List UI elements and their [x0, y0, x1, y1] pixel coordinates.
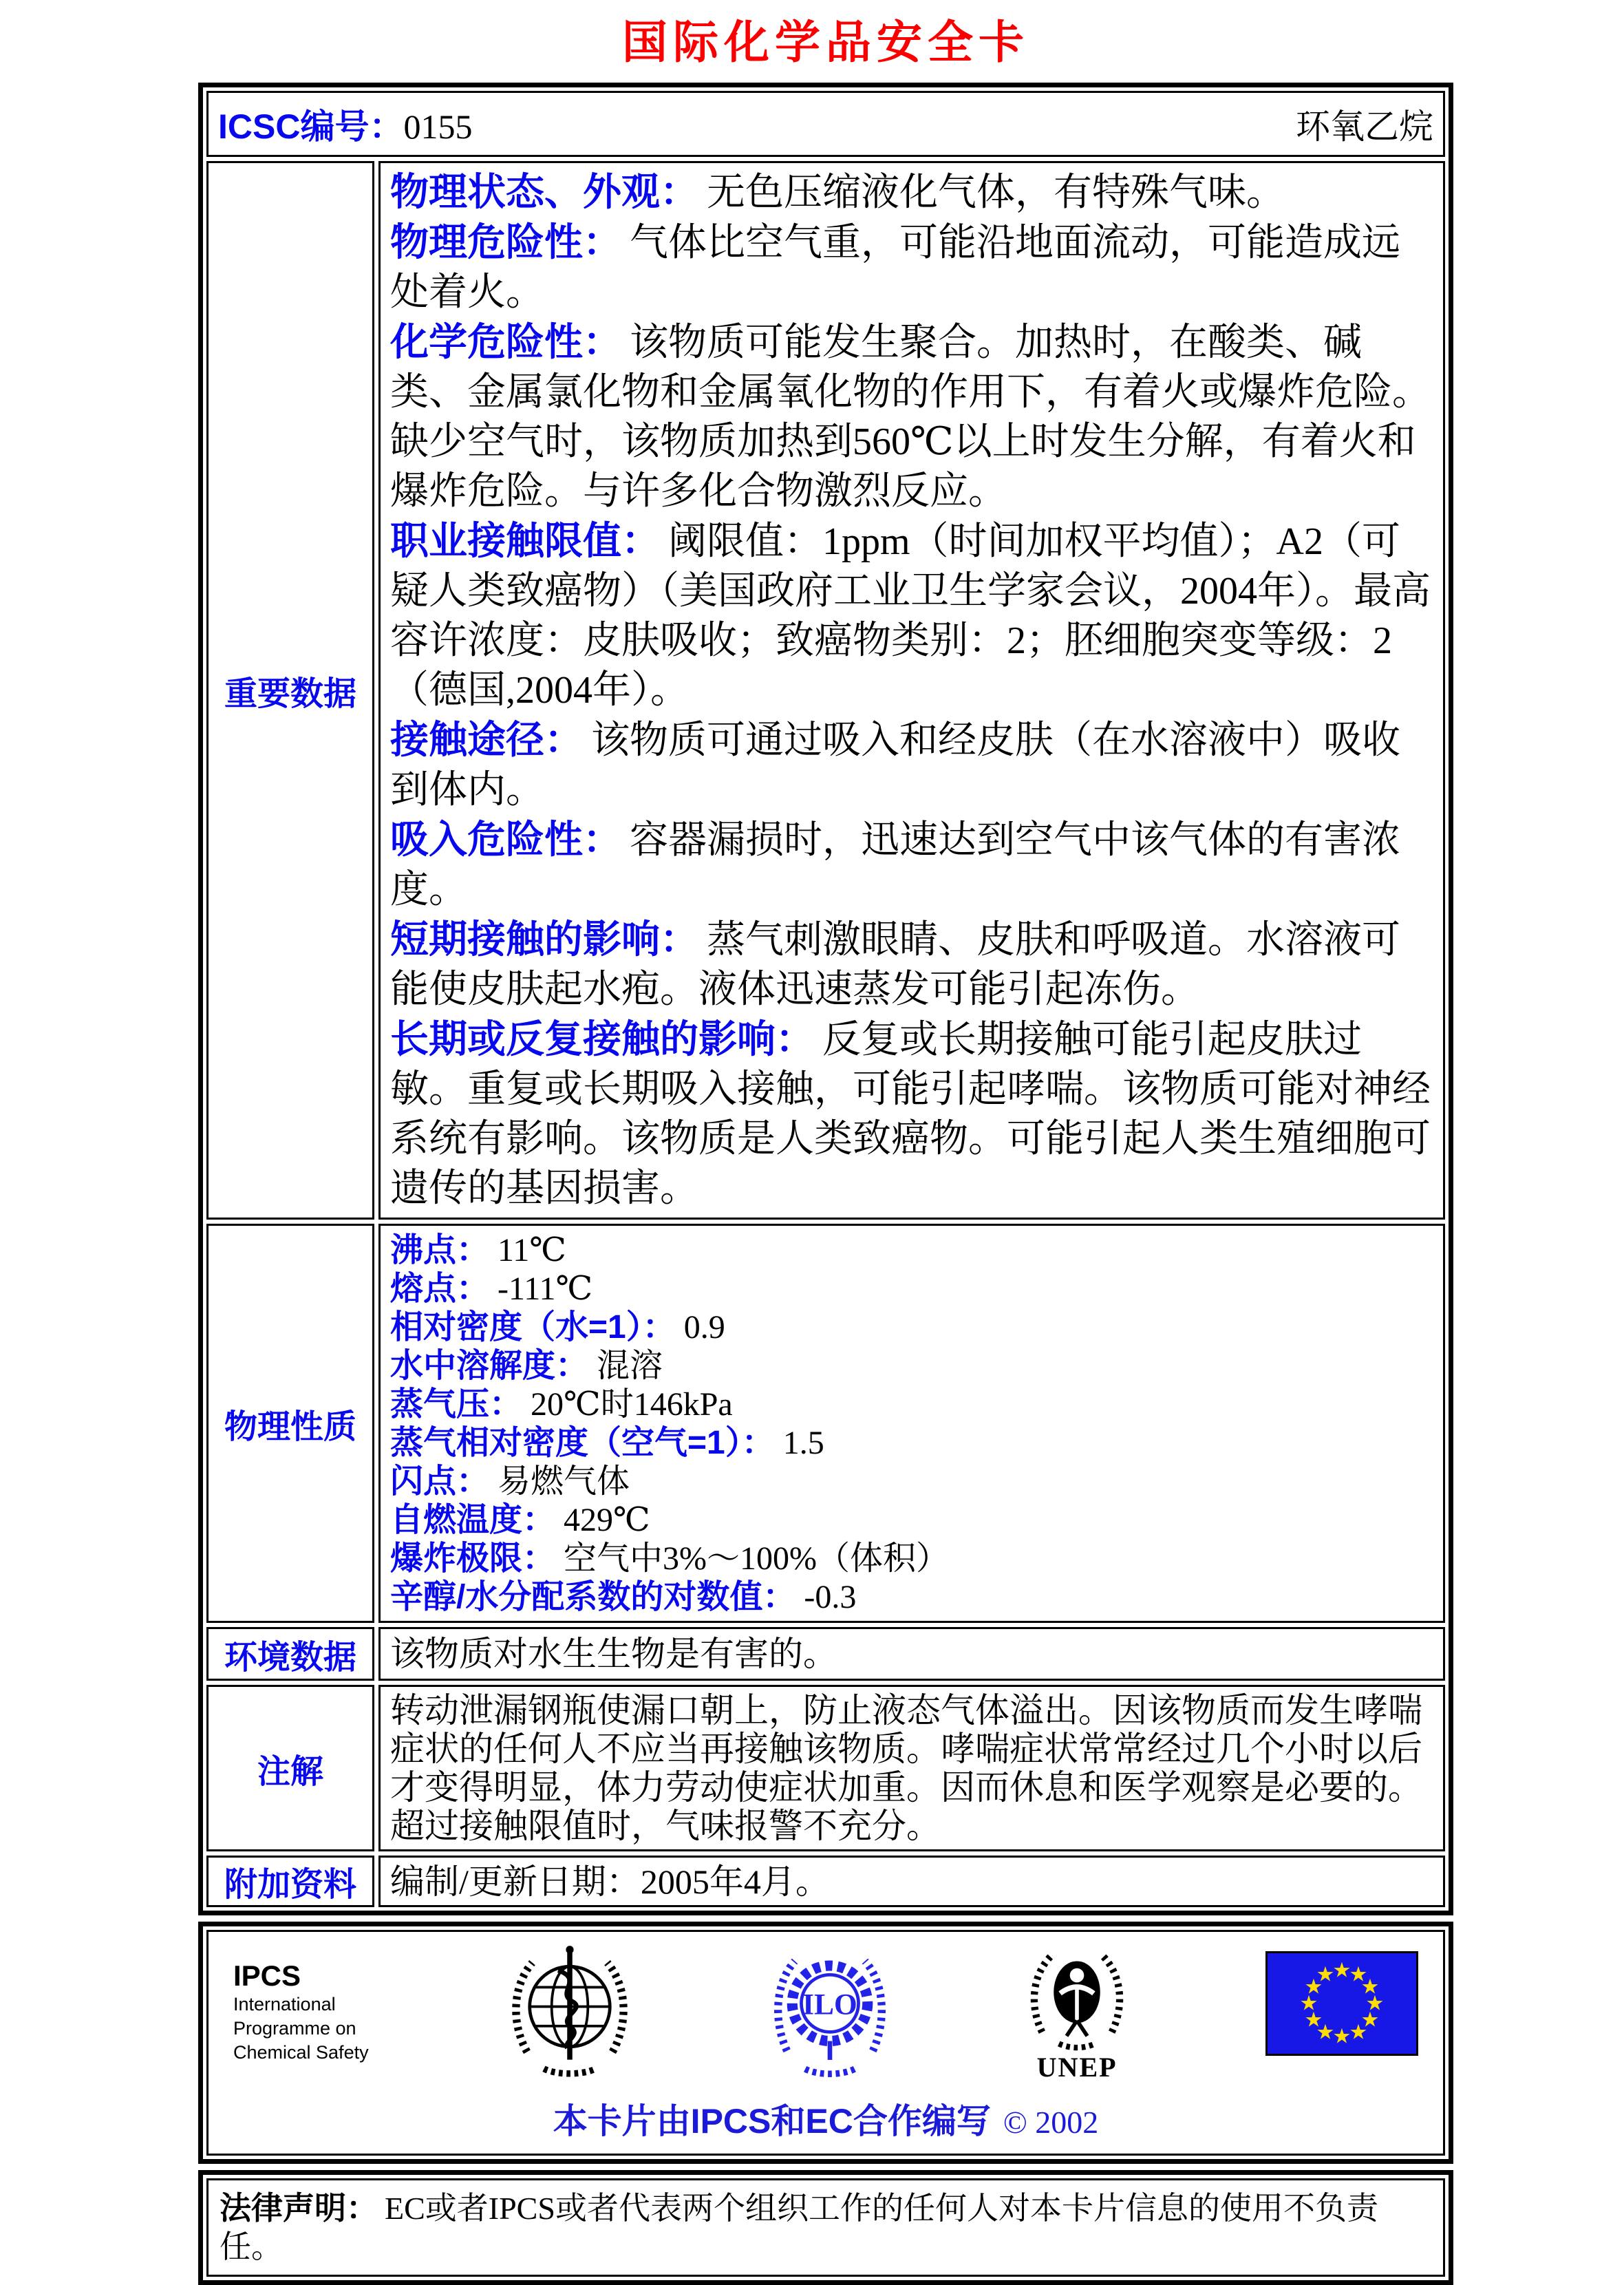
item-label: 职业接触限值：	[390, 519, 660, 562]
item-label: 辛醇/水分配系数的对数值：	[390, 1579, 796, 1615]
physical-item	[390, 1501, 1433, 1540]
ilo-logo-icon	[771, 1942, 888, 2083]
item-text: 无色压缩液化气体，有特殊气味。	[707, 171, 1285, 214]
item-text: 反复或长期接触可能引起皮肤过敏。重复或长期吸入接触，可能引起哮喘。该物质可能对神经系统有影响。该物质是人类致癌物。可能引起人类生殖细胞可遗传的基因损害。	[390, 1019, 1431, 1210]
item-label: 爆炸极限：	[390, 1540, 556, 1577]
item-text: 11℃	[498, 1232, 566, 1268]
item-text: -0.3	[804, 1579, 857, 1615]
logos-box	[198, 1922, 1453, 2164]
important-item	[390, 715, 1433, 815]
physical-item	[390, 1578, 1433, 1617]
important-item	[390, 317, 1433, 516]
unep-logo-icon	[1025, 1942, 1129, 2082]
item-label: 水中溶解度：	[390, 1348, 589, 1384]
item-label: 长期或反复接触的影响：	[390, 1017, 814, 1061]
item-text: 阈限值：1ppm（时间加权平均值）；A2（可疑人类致癌物）（美国政府工业卫生学家会议，2004年）。最高容许浓度：皮肤吸收；致癌物类别：2；胚细胞突变等级：2（德国,2004年）。	[390, 520, 1431, 712]
item-text: 该物质可能发生聚合。加热时，在酸类、碱类、金属氯化物和金属氧化物的作用下，有着火或爆炸危险。缺少空气时，该物质加热到560℃以上时发生分解，有着火和爆炸危险。与许多化合物激烈反应。	[390, 321, 1431, 513]
section-label-environment: 环境数据	[206, 1627, 374, 1681]
important-item	[390, 815, 1433, 915]
item-text: 该物质可通过吸入和经皮肤（在水溶液中）吸收到体内。	[390, 719, 1400, 811]
ipcs-line: International	[233, 1994, 336, 2015]
legal-text: EC或者IPCS或者代表两个组织工作的任何人对本卡片信息的使用不负责任。	[220, 2191, 1378, 2264]
legal-box	[198, 2170, 1453, 2285]
svg-text:★: ★	[1332, 2024, 1351, 2049]
caption-text: 本卡片由IPCS和EC合作编写	[553, 2102, 991, 2140]
important-item	[390, 915, 1433, 1014]
item-text: 易燃气体	[498, 1463, 630, 1500]
section-label-important-data: 重要数据	[206, 161, 374, 1220]
svg-text:★: ★	[1316, 1962, 1335, 1987]
important-item	[390, 516, 1433, 715]
item-label: 吸入危险性：	[390, 818, 621, 861]
ipcs-text-block	[233, 1959, 369, 2065]
svg-text:★: ★	[1349, 1962, 1368, 1987]
header-cell	[206, 91, 1445, 157]
item-text: 蒸气刺激眼睛、皮肤和呼吸道。水溶液可能使皮肤起水疱。液体迅速蒸发可能引起冻伤。	[390, 919, 1400, 1011]
physical-item	[390, 1385, 1433, 1424]
section-label-notes: 注解	[206, 1685, 374, 1851]
svg-text:★: ★	[1304, 1975, 1323, 1999]
item-text: 0.9	[683, 1309, 725, 1346]
important-item	[390, 1014, 1433, 1213]
item-text: 20℃时146kPa	[531, 1386, 733, 1423]
ipcs-name: IPCS	[233, 1959, 301, 1992]
physical-item	[390, 1540, 1433, 1578]
physical-item	[390, 1424, 1433, 1463]
section-row-additional-info	[206, 1856, 1445, 1907]
header-row	[206, 91, 1445, 157]
copyright-text: © 2002	[1003, 2105, 1099, 2140]
physical-item	[390, 1347, 1433, 1385]
section-content-notes: 转动泄漏钢瓶使漏口朝上，防止液态气体溢出。因该物质而发生哮喘症状的任何人不应当再接触该物质。哮喘症状常常经过几个小时以后才变得明显，体力劳动使症状加重。因而休息和医学观察是必要的。超过接触限值时，气味报警不充分。	[378, 1685, 1445, 1851]
cooperation-caption	[215, 2101, 1436, 2143]
item-label: 化学危险性：	[390, 320, 621, 363]
logos-row	[215, 1942, 1436, 2092]
svg-text:★: ★	[1360, 2008, 1380, 2032]
svg-text:★: ★	[1316, 2020, 1335, 2045]
section-row-physical-properties	[206, 1224, 1445, 1623]
ilo-letters: ILO	[802, 1988, 858, 2021]
item-label: 熔点：	[390, 1271, 490, 1307]
item-text: 1.5	[782, 1425, 824, 1461]
icsc-document-page	[0, 15, 1624, 2264]
logos-cell	[206, 1930, 1445, 2156]
who-logo-icon	[505, 1942, 634, 2083]
item-label: 相对密度（水=1）：	[390, 1309, 676, 1346]
svg-text:★: ★	[1299, 1991, 1318, 2016]
item-text: -111℃	[498, 1271, 593, 1307]
item-label: 自燃温度：	[390, 1502, 556, 1538]
svg-text:★: ★	[1365, 1991, 1385, 2016]
icsc-number	[218, 99, 472, 149]
item-text: 混溶	[597, 1348, 663, 1384]
item-text: 429℃	[564, 1502, 650, 1538]
icsc-number-label: ICSC编号：	[218, 107, 404, 146]
ipcs-line: Programme on	[233, 2018, 356, 2039]
item-text: 气体比空气重，可能沿地面流动，可能造成远处着火。	[390, 222, 1400, 314]
section-row-important-data	[206, 161, 1445, 1220]
item-label: 蒸气压：	[390, 1386, 523, 1423]
svg-text:★: ★	[1304, 2008, 1323, 2032]
svg-text:★: ★	[1332, 1958, 1351, 1983]
eu-flag-icon	[1265, 1951, 1418, 2056]
ipcs-line: Chemical Safety	[233, 2042, 369, 2063]
physical-item	[390, 1270, 1433, 1308]
section-content-additional-info: 编制/更新日期：2005年4月。	[378, 1856, 1445, 1907]
page-title: 国际化学品安全卡	[622, 17, 1029, 67]
item-label: 闪点：	[390, 1463, 490, 1500]
legal-cell	[206, 2178, 1445, 2277]
icsc-number-value: 0155	[403, 107, 473, 146]
svg-text:★: ★	[1349, 2020, 1368, 2045]
important-item	[390, 217, 1433, 317]
icsc-card-table	[198, 83, 1453, 1915]
item-label: 蒸气相对密度（空气=1）：	[390, 1425, 775, 1461]
item-label: 短期接触的影响：	[390, 917, 698, 961]
item-label: 接触途径：	[390, 718, 583, 761]
section-row-notes	[206, 1685, 1445, 1851]
physical-item	[390, 1231, 1433, 1270]
legal-label: 法律声明：	[220, 2190, 378, 2226]
section-label-physical-properties: 物理性质	[206, 1224, 374, 1623]
item-text: 空气中3%～100%（体积）	[564, 1540, 949, 1577]
section-row-environment	[206, 1627, 1445, 1681]
section-label-additional-info: 附加资料	[206, 1856, 374, 1907]
svg-text:★: ★	[1360, 1975, 1380, 1999]
physical-item	[390, 1463, 1433, 1501]
item-text: 容器漏损时，迅速达到空气中该气体的有害浓度。	[390, 819, 1400, 911]
chemical-name: 环氧乙烷	[1296, 107, 1433, 146]
unep-letters: UNEP	[1036, 2052, 1118, 2083]
section-content-environment: 该物质对水生生物是有害的。	[378, 1627, 1445, 1681]
physical-item	[390, 1308, 1433, 1347]
section-content-physical-properties	[378, 1224, 1445, 1623]
item-label: 物理状态、外观：	[390, 170, 698, 213]
item-label: 沸点：	[390, 1232, 490, 1268]
important-item	[390, 167, 1433, 217]
section-content-important-data	[378, 161, 1445, 1220]
item-label: 物理危险性：	[390, 220, 621, 264]
